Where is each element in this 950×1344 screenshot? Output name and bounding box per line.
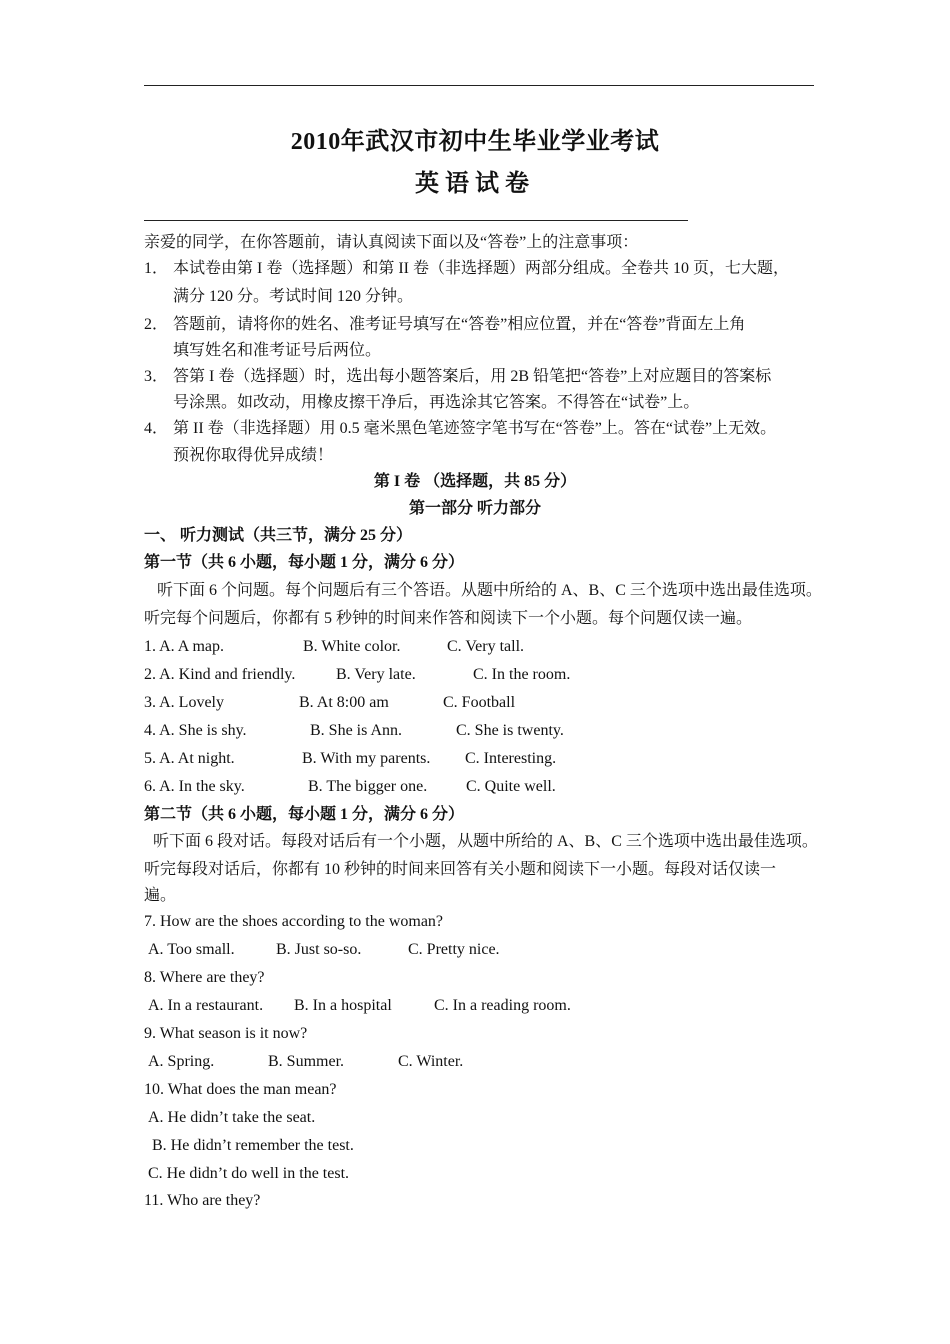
notice-intro: 亲爱的同学，在你答题前，请认真阅读下面以及“答卷”上的注意事项： [144,234,639,251]
question-option-c: C. Quite well. [466,778,556,795]
question-option-a: A. In a restaurant. [148,997,264,1014]
question-option-a: 1. A. A map. [144,638,225,655]
volume-title: 第 I 卷 （选择题，共 85 分） [373,473,577,490]
exam-subtitle: 英语试卷 [415,171,535,197]
section1-heading: 第一节（共 6 小题，每小题 1 分，满分 6 分） [144,554,465,571]
notice-item-text: 预祝你取得优异成绩！ [173,447,334,464]
notice-item-text: 填写姓名和准考证号后两位。 [173,342,382,359]
question-option-a: A. Too small. [148,941,235,958]
notice-item-text: 答第 I 卷（选择题）时，选出每小题答案后，用 2B 铅笔把“答卷”上对应题目的答案标 [173,368,772,385]
part-title: 第一部分 听力部分 [408,500,541,517]
question-option-a: 2. A. Kind and friendly. [144,666,296,683]
section-heading: 一、 听力测试（共三节，满分 25 分） [144,527,413,544]
question-option-c: C. Winter. [398,1053,464,1070]
question-option-c: C. Football [443,694,516,711]
section2-instruction: 遍。 [144,887,177,904]
question-option-a: A. Spring. [148,1053,215,1070]
question-text: 11. Who are they? [144,1192,261,1209]
question-option-b: B. She is Ann. [310,722,403,739]
question-option-b: B. He didn’t remember the test. [152,1137,354,1154]
notice-item-number: 1． [144,260,169,277]
section2-instruction: 听完每段对话后，你都有 10 秒钟的时间来回答有关小题和阅读下一小题。每段对话仅读一 [144,861,777,878]
header-rule [144,85,814,86]
question-option-b: B. Summer. [268,1053,345,1070]
section1-instruction: 听完每个问题后，你都有 5 秒钟的时间来作答和阅读下一个小题。每个问题仅读一遍。 [144,610,753,627]
section2-heading: 第二节（共 6 小题，每小题 1 分，满分 6 分） [144,806,465,823]
question-text: 10. What does the man mean? [144,1081,337,1098]
title-rule [144,220,572,221]
notice-item-text: 本试卷由第 I 卷（选择题）和第 II 卷（非选择题）两部分组成。全卷共 10 页，七大题， [173,260,789,277]
question-option-a: 4. A. She is shy. [144,722,247,739]
notice-item-number: 3． [144,368,169,385]
question-option-c: C. In the room. [473,666,571,683]
exam-title: 2010年武汉市初中生毕业学业考试 [290,129,660,155]
question-text: 9. What season is it now? [144,1025,308,1042]
question-option-b: B. In a hospital [294,997,392,1014]
question-option-b: B. White color. [303,638,401,655]
question-option-c: C. In a reading room. [434,997,571,1014]
notice-item-text: 答题前，请将你的姓名、准考证号填写在“答卷”相应位置，并在“答卷”背面左上角 [173,316,746,333]
notice-item-number: 4． [144,420,169,437]
section1-instruction: 听下面 6 个问题。每个问题后有三个答语。从题中所给的 A、B、C 三个选项中选出最佳选项。 [157,582,822,599]
question-option-c: C. He didn’t do well in the test. [148,1165,350,1182]
question-option-a: 3. A. Lovely [144,694,224,711]
notice-item-text: 第 II 卷（非选择题）用 0.5 毫米黑色笔迹签字笔书写在“答卷”上。答在“试卷”上无效。 [173,420,777,437]
section2-instruction: 听下面 6 段对话。每段对话后有一个小题，从题中所给的 A、B、C 三个选项中选出最佳选项。 [153,833,818,850]
question-option-a: 6. A. In the sky. [144,778,245,795]
notice-item-number: 2． [144,316,169,333]
question-option-b: B. Just so-so. [276,941,362,958]
question-text: 8. Where are they? [144,969,265,986]
question-option-b: B. With my parents. [302,750,431,767]
question-option-c: C. She is twenty. [456,722,564,739]
notice-item-text: 满分 120 分。考试时间 120 分钟。 [173,288,414,305]
question-option-b: B. At 8:00 am [299,694,389,711]
question-option-c: C. Pretty nice. [408,941,500,958]
notice-item-text: 号涂黑。如改动，用橡皮擦干净后，再选涂其它答案。不得答在“试卷”上。 [173,394,700,411]
question-text: 7. How are the shoes according to the woman? [144,913,444,930]
question-option-a: A. He didn’t take the seat. [148,1109,316,1126]
title-rule-extension [572,220,688,221]
question-option-a: 5. A. At night. [144,750,235,767]
question-option-c: C. Interesting. [465,750,557,767]
question-option-b: B. The bigger one. [308,778,428,795]
question-option-c: C. Very tall. [447,638,525,655]
question-option-b: B. Very late. [336,666,416,683]
